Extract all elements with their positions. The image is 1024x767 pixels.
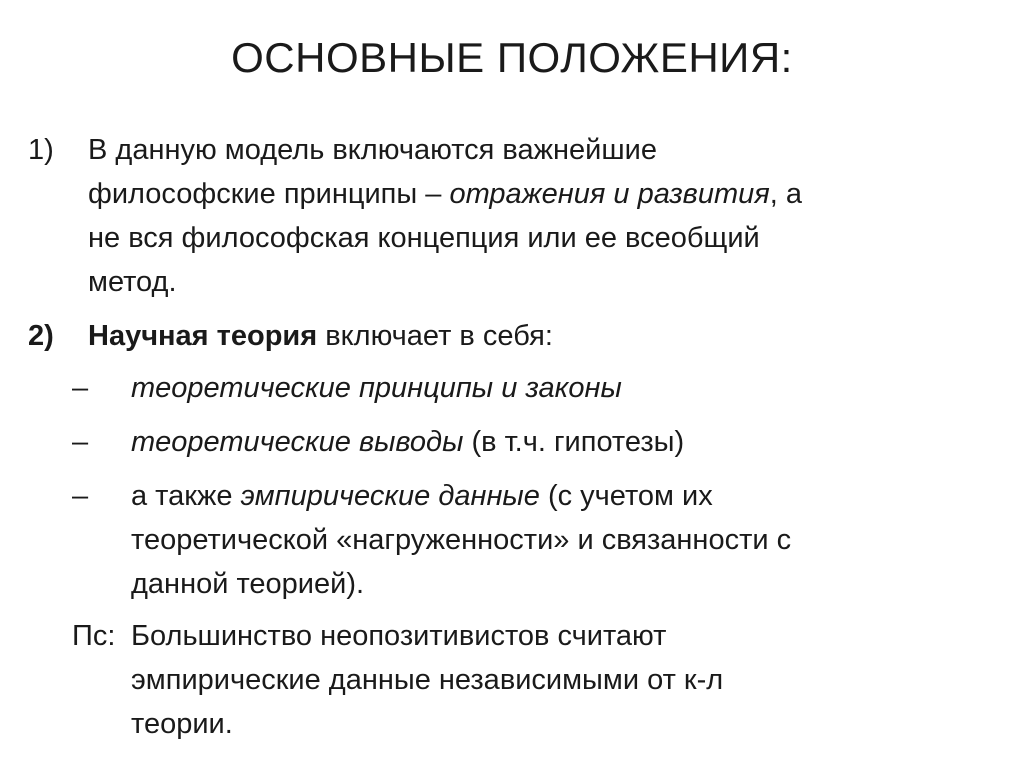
list-marker-2: 2) bbox=[28, 320, 54, 352]
list-item-1-line-1: В данную модель включаются важнейшие bbox=[88, 134, 657, 166]
slide-title: ОСНОВНЫЕ ПОЛОЖЕНИЯ: bbox=[231, 34, 793, 81]
text-span: а также bbox=[131, 480, 241, 512]
list-item-1-line-3: не вся философская концепция или ее всеобщий bbox=[88, 222, 760, 254]
list-item-2 bbox=[88, 314, 988, 358]
text-span: включает в себя: bbox=[317, 320, 553, 352]
italic-term: теоретические принципы и законы bbox=[131, 372, 622, 404]
note-label: Пс: bbox=[72, 620, 116, 652]
list-item-1 bbox=[88, 128, 988, 304]
bold-term: Научная теория bbox=[88, 320, 318, 352]
text-span: (в т.ч. гипотезы) bbox=[463, 426, 685, 458]
italic-term: теоретические выводы bbox=[131, 426, 464, 458]
list-item-1-line-4: метод. bbox=[88, 266, 177, 298]
note-line-1: Большинство неопозитивистов считают bbox=[131, 620, 667, 652]
text-span: (с учетом их bbox=[539, 480, 713, 512]
italic-term: эмпирические данные bbox=[240, 480, 540, 512]
dash-marker: – bbox=[72, 372, 89, 404]
sub-item-2 bbox=[131, 420, 991, 464]
text-span: философские принципы – bbox=[88, 178, 450, 210]
sub-item-3-line-1 bbox=[131, 474, 991, 518]
sub-item-3 bbox=[131, 474, 991, 606]
dash-marker: – bbox=[72, 480, 89, 512]
dash-marker: – bbox=[72, 426, 89, 458]
note-line-3: теории. bbox=[131, 708, 233, 740]
list-marker-1: 1) bbox=[28, 134, 54, 166]
sub-item-1 bbox=[131, 366, 991, 410]
sub-item-3-line-2: теоретической «нагруженности» и связанности с bbox=[131, 524, 792, 556]
note-text bbox=[131, 614, 991, 746]
italic-term: отражения и развития bbox=[449, 178, 770, 210]
list-item-1-line-2 bbox=[88, 172, 988, 216]
text-span: , а bbox=[769, 178, 802, 210]
sub-item-3-line-3: данной теорией). bbox=[131, 568, 365, 600]
note-line-2: эмпирические данные независимыми от к-л bbox=[131, 664, 724, 696]
